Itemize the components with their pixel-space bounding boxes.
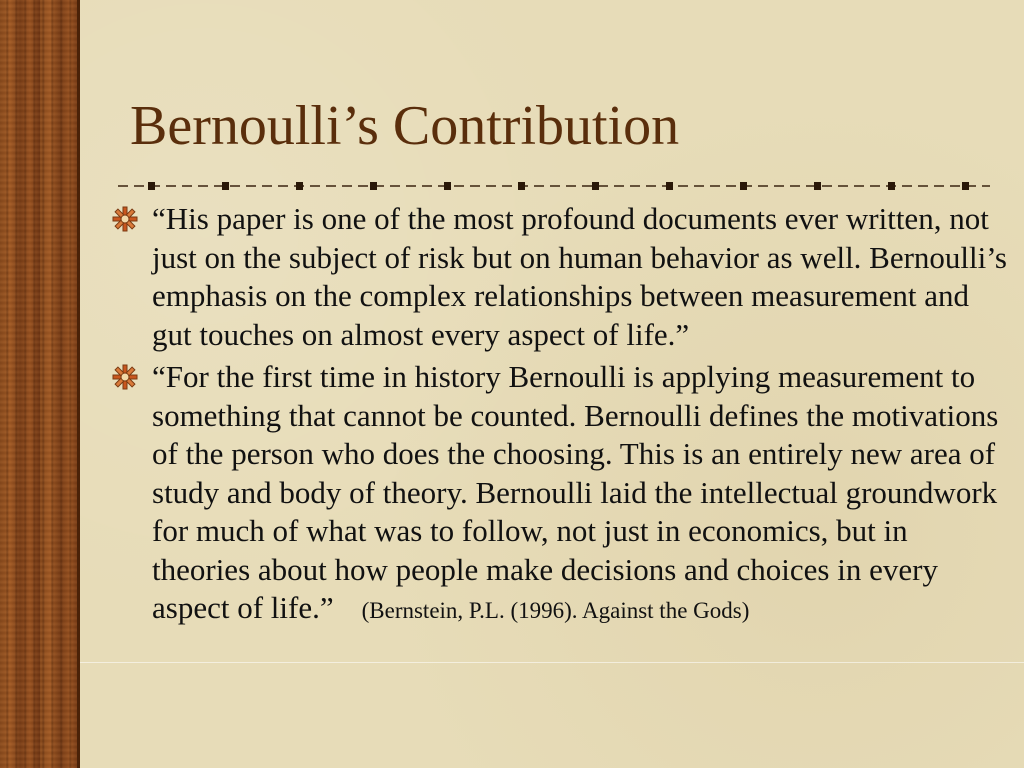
bullet-text-1: “His paper is one of the most profound documents ever written, not just on the subject of risk but on human behavior as well. Bernoulli’s emphasis on the complex relationships between measurement and gut touches on almost every aspect of life.” <box>152 201 1007 352</box>
bullet-text-2 <box>152 358 1012 631</box>
divider-hairline <box>80 662 1024 663</box>
slide-title: Bernoulli’s Contribution <box>130 95 680 157</box>
flower-bullet-icon <box>112 206 138 232</box>
bullet-item-2 <box>112 358 1012 631</box>
bullet-list <box>112 200 1012 631</box>
wood-edge <box>77 0 80 768</box>
quote-text: “For the first time in history Bernoulli is applying measurement to something that cannot be counted. Bernoulli defines the motivations of the person who does the choosing. This is an entirely new area of study and body of theory. Bernoulli laid the intellectual groundwork for much of what was to follow, not just in economics, but in theories about how people make decisions and choices in every aspect of life.” <box>152 359 999 625</box>
citation: (Bernstein, P.L. (1996). Against the Gods) <box>361 598 750 623</box>
bullet-item-1 <box>112 200 1012 354</box>
title-divider <box>118 178 990 194</box>
flower-bullet-icon <box>112 364 138 390</box>
wood-border <box>0 0 80 768</box>
wood-grain <box>0 0 80 768</box>
